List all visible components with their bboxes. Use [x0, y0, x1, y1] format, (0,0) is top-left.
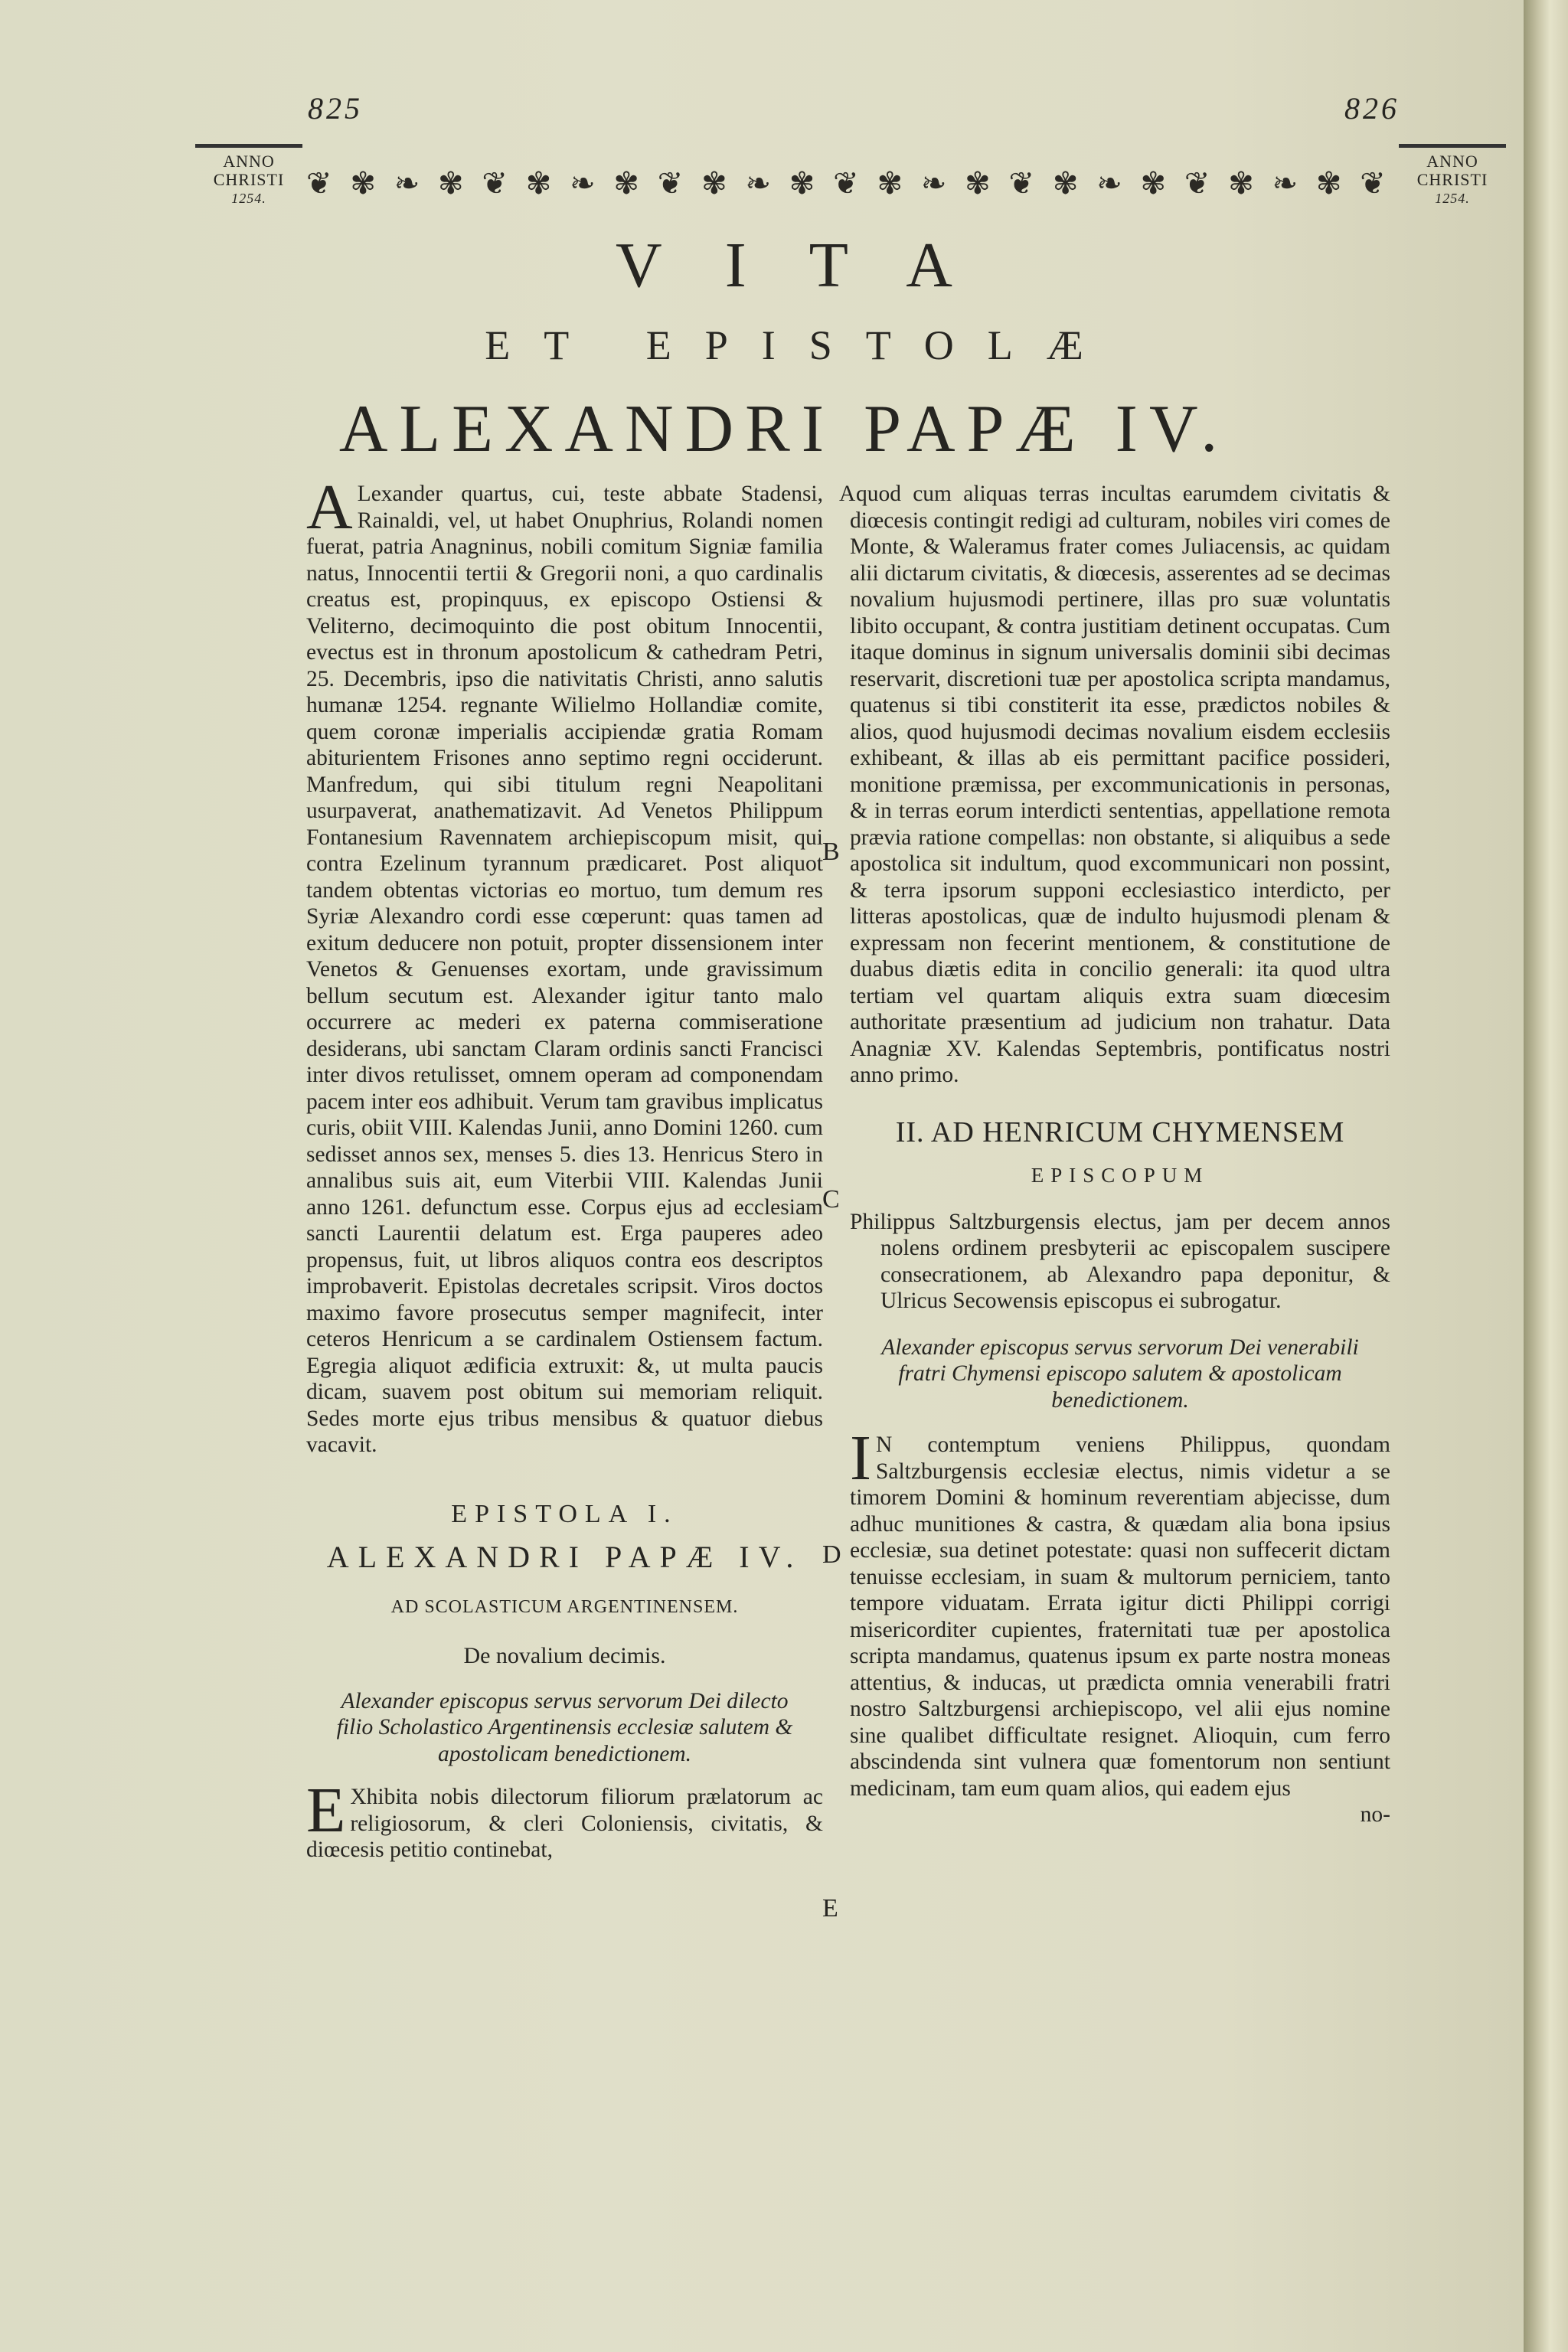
christi-label: CHRISTI [213, 170, 285, 189]
epistola-ii-subheading: EPISCOPUM [1031, 1164, 1210, 1187]
left-column [306, 472, 823, 1864]
anno-label: ANNO [1426, 152, 1478, 171]
margin-marker-e: E [822, 1894, 838, 1922]
christi-label: CHRISTI [1416, 170, 1488, 189]
page-number-left: 825 [308, 91, 363, 126]
anno-year: 1254. [1435, 191, 1470, 206]
drop-cap: E [306, 1775, 346, 1846]
anno-christi-right [1395, 144, 1510, 207]
epistola-i-continuation: A quod cum aliquas terras incultas earumdem civitatis & diœcesis contingit redigi ad culturam, nobiles viri comes de Monte, & Waleramus frater comes Juliacensis, ac quidam alii dictarum civitatis, & diœcesis, asserentes ad se decimas novalium hujusmodi pertinere, illas pro suæ voluntatis libito occupant, & contra justitiam detinent occupatas. Cum itaque dominus in signum universalis dominii sibi decimas reservarit, discretioni tuæ per apostolica scripta mandamus, quatenus si tibi constiterit ita esse, prædictos nobiles & alios, quod hujusmodi decimas novalium eisdem ecclesiis exhibeant, & illas ab eis permittant pacifice possideri, monitione præmissa, per excommunicationis in personas, & in terras eorum interdicti sententias, appellatione remota prævia ratione compellas: non obstante, si aliquibus a sede apostolica sit indultum, quod excommunicari non possint, & terra ipsorum supponi ecclesiastico interdicto, per litteras apostolicas, quæ de indulto hujusmodi plenam & expressam non fecerint mentionem, & constitutione de duabus diætis edita in concilio generali: ita quod ultra tertiam vel quartam aliquis extra suam diœcesim authoritate præsentium ad judicium non trahatur. Data Anagniæ XV. Kalendas Septembris, pontificatus nostri anno primo. [839, 482, 1390, 1087]
title-vita: VITA [616, 230, 1015, 301]
epistola-i-addressee: AD SCOLASTICUM ARGENTINENSEM. [390, 1596, 739, 1617]
margin-marker-d: D [822, 1540, 841, 1569]
epistola-i-author: ALEXANDRI PAPÆ IV. [326, 1540, 803, 1574]
margin-marker-a: A [839, 482, 856, 506]
epistola-i-salutation: Alexander episcopus servus servorum Dei dilecto filio Scholastico Argentinensis ecclesiæ salutem & apostolicam benedictionem. [336, 1688, 793, 1766]
anno-year: 1254. [231, 191, 266, 206]
epistola-i-paragraph [306, 1775, 823, 1864]
epistola-ii-paragraph [850, 1423, 1390, 1802]
vita-paragraph [306, 472, 823, 1459]
drop-cap: I [850, 1423, 871, 1494]
catchword: no- [1360, 1802, 1390, 1827]
epistola-ii-salutation: Alexander episcopus servus servorum Dei venerabili fratri Chymensi episcopo salutem & apostolicam benedictionem. [881, 1334, 1359, 1413]
right-column [839, 481, 1390, 1828]
epistola-ii-heading: II. AD HENRICUM CHYMENSEM [895, 1116, 1345, 1148]
vita-text: Lexander quartus, cui, teste abbate Stadensi, Rainaldi, vel, ut habet Onuphrius, Rolandi nomen fuerat, patria Anagninus, nobili comitum Signiæ familia natus, Innocentii tertii & Gregorii noni, a quo cardinalis creatus est, propinquus, ex episcopo Ostiensi & Veliterno, decimoquinto die post obitum Innocentii, evectus est in thronum apostolicum & cathedram Petri, 25. Decembris, ipso die nativitatis Christi, anno salutis humanæ 1254. regnante Wilielmo Hollandiæ comite, quem coronæ imperialis accipiendæ gratia Romam abiturientem Frisones anno septimo regni occiderunt. Manfredum, qui sibi titulum regni Neapolitani usurpaverat, anathematizavit. Ad Venetos Philippum Fontanesium Ravennatem archiepiscopum misit, qui contra Ezelinum tyrannum prædicaret. Post aliquot tandem obtentas victorias eo mortuo, tum demum res Syriæ Alexandro cordi esse cœperunt: quas tamen ad exitum deducere non potuit, propter dissensionem inter Venetos & Genuenses exortam, unde gravissimum bellum secutum est. Alexander igitur tanto malo occurrere ac mederi ex paterna commiseratione desiderans, ubi sanctam Claram ordinis sancti Francisci inter divos retulisset, omnem operam ad componendam pacem inter eos adhibuit. Verum tam gravibus implicatus curis, obiit VIII. Kalendas Junii, anno Domini 1260. cum sedisset annos sex, menses 5. dies 13. Henricus Stero in annalibus suis ait, eum Viterbii VIII. Kalendas Junii anno 1261. defunctum esse. Corpus ejus ad ecclesiam sancti Laurentii delatum est. Erga pauperes adeo propensus, fuit, ut libros aliquos contra eos descriptos improbaverit. Epistolas decretales scripsit. Viros doctos maximo favore prosecutus semper magnifecit, inter ceteros Henricum a se cardinalem Ostiensem factum. Egregia aliquot ædificia extruxit: &, ut multa paucis dicam, suavem post obitum sui memoriam reliquit. Sedes morte ejus tribus mensibus & quatuor diebus vacavit. [306, 482, 823, 1457]
anno-christi-left [191, 144, 306, 207]
anno-label: ANNO [223, 152, 275, 171]
epistola-ii-summary: Philippus Saltzburgensis electus, jam per decem annos nolens ordinem presbyterii ac episcopalem suscipere consecrationem, ab Alexandro papa deponitur, & Ulricus Secowensis episcopus ei subrogatur. [850, 1209, 1390, 1313]
margin-marker-b: B [822, 838, 840, 866]
epistola-i-subject: De novalium decimis. [463, 1643, 666, 1668]
decorative-headpiece-ornament: ❦ ✾ ❧ ✾ ❦ ✾ ❧ ✾ ❦ ✾ ❧ ✾ ❦ ✾ ❧ ✾ ❦ ✾ ❧ ✾ ❦ ✾ ❧ ✾ ❦ [306, 166, 1386, 201]
margin-marker-c: C [822, 1185, 840, 1214]
epistola-ii-text: N contemptum veniens Philippus, quondam Saltzburgensis ecclesiæ electus, nimis videtur a se timorem Domini & hominum reverentiam abjecisse, dum adhuc munitiones & castra, & quædam alia bona ipsius ecclesiæ, sua detinet potestate: quasi non suffecerit dictam tenuisse ecclesiam, in suam & multorum perniciem, tanto tempore viduatam. Errata igitur dicti Philippi corrigi misericorditer cupientes, fraternitati tuæ per apostolica scripta mandamus, quatenus ipsum ex parte nostra moneas attentius, & inducas, ut prædicta omnia venerabili fratri nostro Saltzburgensi archiepiscopo, vel alii ejus nomine sine qualibet difficultate resignet. Alioquin, cum ferro abscindenda sint vulnera quæ fomentorum non sentiunt medicinam, tam eum quam alios, qui eadem ejus [850, 1432, 1390, 1801]
epistola-i-text: Xhibita nobis dilectorum filiorum prælatorum ac religiosorum, & cleri Coloniensis, civitatis, & diœcesis petitio continebat, [306, 1785, 823, 1862]
drop-cap: A [306, 472, 353, 543]
page-number-right: 826 [1344, 91, 1400, 126]
epistola-i-heading: EPISTOLA I. [451, 1499, 678, 1528]
title-alexandri-papae: ALEXANDRI PAPÆ IV. [338, 392, 1230, 466]
title-et-epistolae: ET EPISTOLÆ [485, 322, 1117, 368]
